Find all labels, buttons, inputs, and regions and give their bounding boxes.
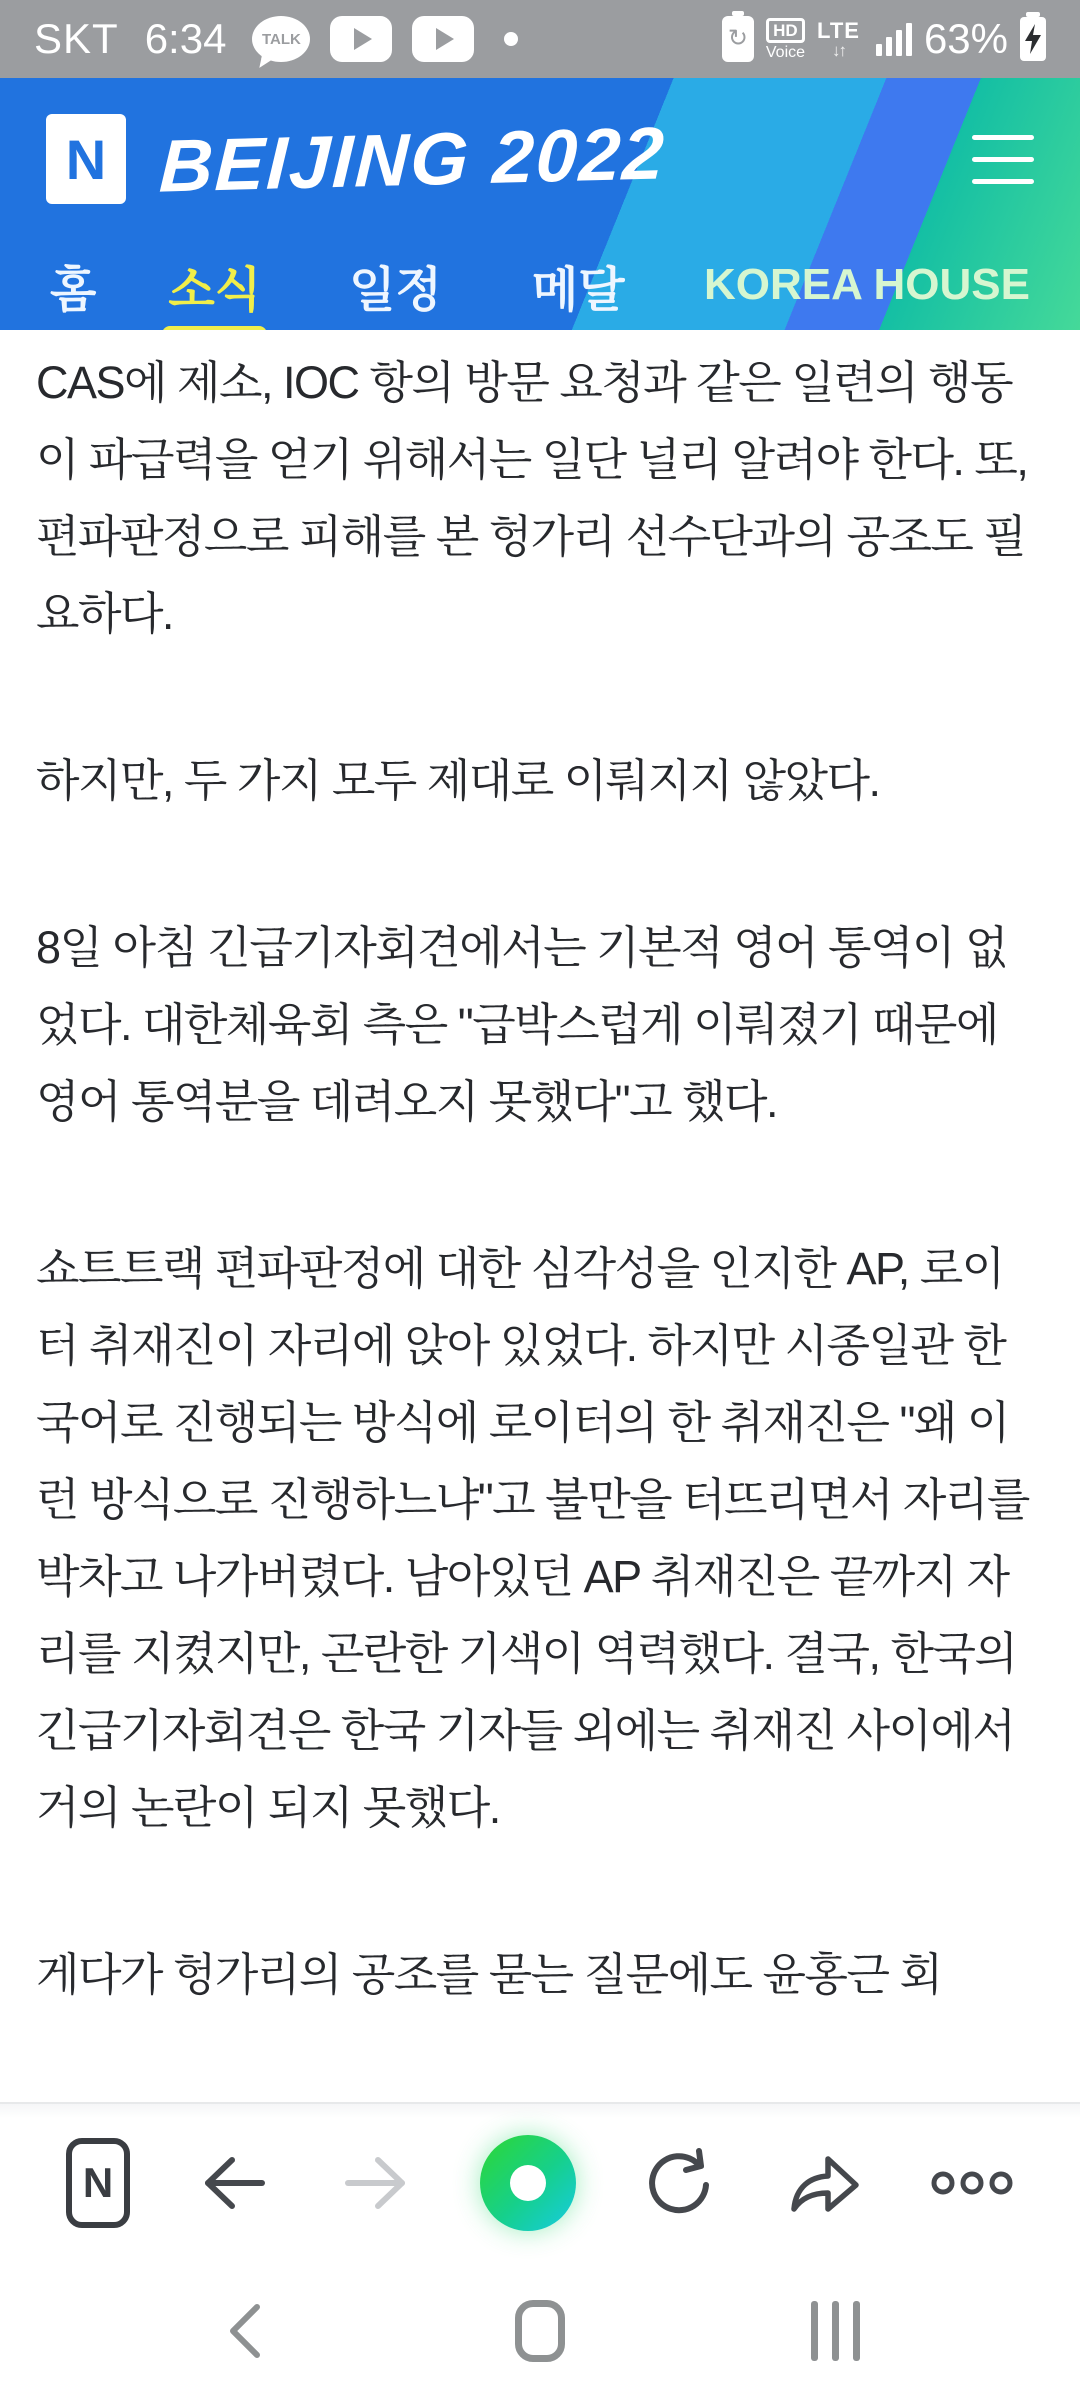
browser-toolbar bbox=[0, 2102, 1080, 2262]
video-notification-icon bbox=[412, 16, 474, 62]
back-button[interactable] bbox=[196, 2152, 272, 2214]
header-top-row bbox=[0, 78, 1080, 240]
battery-charging-icon bbox=[1020, 17, 1046, 61]
menu-icon[interactable] bbox=[972, 118, 1034, 201]
article-paragraph: 쇼트트랙 편파판정에 대한 심각성을 인지한 AP, 로이터 취재진이 자리에 앉아 있었다. 하지만 시종일관 한국어로 진행되는 방식에 로이터의 한 취재진은 "왜 이런 방식으로 진행하느냐"고 불만을 터뜨리면서 자리를 박차고 나가버렸다. 남아있던 AP 취재진은 끝까지 자리를 지켰지만, 곤란한 기색이 역력했다. 결국, 한국의 긴급기자회견은 한국 기자들 외에는 취재진 사이에서 거의 논란이 되지 못했다. bbox=[36, 1243, 1029, 1833]
naver-home-button[interactable] bbox=[480, 2135, 576, 2231]
android-navigation-bar bbox=[0, 2262, 1080, 2400]
tab-home[interactable]: 홈 bbox=[50, 263, 97, 317]
back-arrow-icon bbox=[196, 2152, 272, 2214]
nav-tabs bbox=[0, 240, 1080, 330]
video-notification-icon bbox=[330, 16, 392, 62]
kakaotalk-notification-icon: TALK bbox=[252, 16, 310, 62]
more-notifications-dot-icon bbox=[504, 32, 518, 46]
android-back-button[interactable] bbox=[180, 2262, 310, 2400]
tab-korea-house[interactable]: KOREA HOUSE bbox=[704, 260, 1030, 309]
refresh-icon bbox=[642, 2145, 718, 2221]
power-saving-battery-icon: ↻ bbox=[722, 16, 754, 62]
naver-app-button[interactable] bbox=[66, 2138, 130, 2228]
naver-app-icon: N bbox=[66, 2138, 130, 2228]
app-header bbox=[0, 78, 1080, 330]
article-paragraph: CAS에 제소, IOC 항의 방문 요청과 같은 일련의 행동이 파급력을 얻기 위해서는 일단 널리 알려야 한다. 또, 편파판정으로 피해를 본 헝가리 선수단과의 공조도 필요하다. bbox=[36, 357, 1028, 639]
beijing-2022-wordmark: BEIJING 2022 bbox=[157, 110, 668, 208]
article-paragraph: 하지만, 두 가지 모두 제대로 이뤄지지 않았다. bbox=[36, 755, 880, 806]
hd-voice-icon: HD Voice bbox=[766, 18, 805, 61]
naver-green-dot-icon bbox=[480, 2135, 576, 2231]
share-icon bbox=[784, 2147, 864, 2219]
signal-strength-icon bbox=[872, 23, 912, 56]
tab-news[interactable]: 소식 bbox=[168, 251, 261, 320]
more-dots-icon bbox=[930, 2166, 1014, 2200]
battery-percent: 63% bbox=[923, 15, 1008, 62]
carrier-label: SKT bbox=[34, 15, 119, 62]
android-recents-button[interactable] bbox=[770, 2262, 900, 2400]
android-home-button[interactable] bbox=[475, 2262, 605, 2400]
back-chevron-icon bbox=[225, 2302, 265, 2360]
clock: 6:34 bbox=[144, 15, 227, 62]
home-square-icon bbox=[515, 2300, 565, 2362]
share-button[interactable] bbox=[784, 2147, 864, 2219]
article-paragraph: 8일 아침 긴급기자회견에서는 기본적 영어 통역이 없었다. 대한체육회 측은 "급박스럽게 이뤄졌기 때문에 영어 통역분을 데려오지 못했다"고 했다. bbox=[36, 922, 1007, 1127]
forward-button[interactable] bbox=[338, 2152, 414, 2214]
refresh-button[interactable] bbox=[642, 2145, 718, 2221]
naver-logo[interactable]: N bbox=[46, 114, 126, 204]
recents-lines-icon bbox=[804, 2301, 867, 2361]
article-paragraph: 게다가 헝가리의 공조를 묻는 질문에도 윤홍근 회 bbox=[36, 1949, 942, 2000]
status-bar-left bbox=[34, 15, 518, 63]
status-bar bbox=[0, 0, 1080, 78]
article-content bbox=[0, 330, 1080, 2102]
tab-medals[interactable]: 메달 bbox=[531, 263, 625, 317]
more-button[interactable] bbox=[930, 2166, 1014, 2200]
lte-icon: LTE ↓↑ bbox=[817, 17, 860, 60]
forward-arrow-icon bbox=[338, 2152, 414, 2214]
status-bar-right bbox=[710, 15, 1046, 63]
tab-schedule[interactable]: 일정 bbox=[349, 263, 442, 317]
